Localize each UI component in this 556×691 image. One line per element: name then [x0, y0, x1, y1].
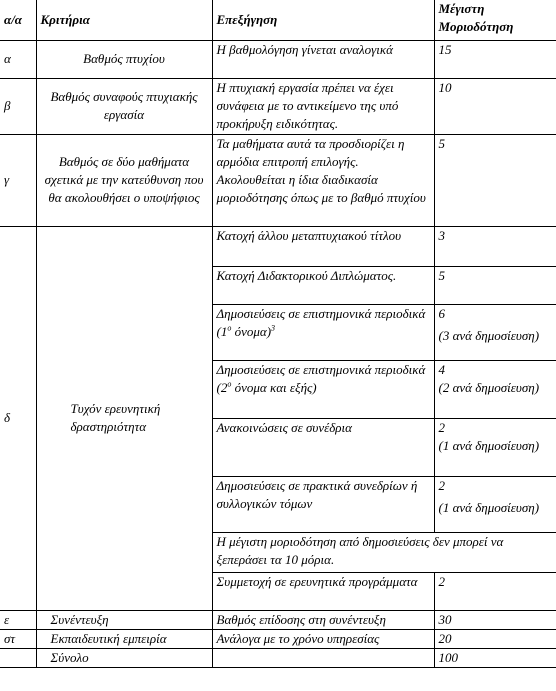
header-explanation: Επεξήγηση — [212, 0, 434, 40]
max-value: 6 — [438, 305, 445, 321]
max-note: (1 ανά δημοσίευση) — [438, 499, 540, 515]
row-explanation: Βαθμός επίδοσης στη συνέντευξη — [212, 610, 434, 629]
row-explanation — [212, 648, 434, 667]
max-note: (2 ανά δημοσίευση) — [438, 379, 540, 395]
row-explanation: Συμμετοχή σε ερευνητικά προγράμματα — [212, 572, 434, 610]
row-max — [434, 360, 556, 418]
max-value: 2 — [438, 419, 445, 435]
row-max: 15 — [434, 40, 556, 78]
row-max: 2 — [434, 572, 556, 610]
row-criterion: Συνέντευξη — [36, 610, 212, 629]
row-criterion: Βαθμός πτυχίου — [36, 40, 212, 78]
row-max — [434, 304, 556, 360]
row-aa: ε — [0, 610, 36, 629]
research-criterion-label: Τυχόν ερευνητική δραστηριότητα — [70, 401, 161, 434]
row-max: 3 — [434, 226, 556, 266]
row-explanation: Η πτυχιακή εργασία πρέπει να έχει συνάφεια με το αντικείμενο της υπό προκήρυξη ειδικότητας. — [212, 78, 434, 134]
row-explanation: Ανάλογα με το χρόνο υπηρεσίας — [212, 629, 434, 648]
row-criterion: Βαθμός συναφούς πτυχιακής εργασία — [36, 78, 212, 134]
row-max — [434, 418, 556, 476]
max-note: (3 ανά δημοσίευση) — [438, 327, 540, 343]
max-value: 4 — [438, 361, 445, 377]
row-max: 5 — [434, 266, 556, 304]
row-explanation: Κατοχή Διδακτορικού Διπλώματος. — [212, 266, 434, 304]
row-explanation: Ανακοινώσεις σε συνέδρια — [212, 418, 434, 476]
row-max — [434, 476, 556, 532]
row-aa: γ — [0, 134, 36, 226]
row-criterion: Βαθμός σε δύο μαθήματα σχετικά με την κατεύθυνση που θα ακολουθήσει ο υποψήφιος — [36, 134, 212, 226]
row-explanation: Δημοσιεύσεις σε επιστημονικά περιοδικά ($2^o$ όνομα και εξής) — [212, 360, 434, 418]
header-max: Μέγιστη Μοριοδότηση — [434, 0, 556, 40]
row-explanation: Δημοσιεύσεις σε πρακτικά συνεδρίων ή συλλογικών τόμων — [212, 476, 434, 532]
row-aa: β — [0, 78, 36, 134]
research-note: Η μέγιστη μοριοδότηση από δημοσιεύσεις δεν μπορεί να ξεπεράσει τα 10 μόρια. — [212, 532, 556, 572]
row-aa: στ — [0, 629, 36, 648]
row-criterion: Εκπαιδευτική εμπειρία — [36, 629, 212, 648]
row-explanation: Τα μαθήματα αυτά τα προσδιορίζει η αρμόδια επιτροπή επιλογής. Ακολουθείται η ίδια διαδικασία μοριοδότησης όπως με το βαθμό πτυχίου — [212, 134, 434, 226]
row-explanation: Κατοχή άλλου μεταπτυχιακού τίτλου — [212, 226, 434, 266]
row-aa: δ — [0, 226, 36, 610]
row-max: 10 — [434, 78, 556, 134]
row-max: 5 — [434, 134, 556, 226]
table-row — [0, 78, 556, 134]
row-explanation: Η βαθμολόγηση γίνεται αναλογικά — [212, 40, 434, 78]
total-label: Σύνολο — [36, 648, 212, 667]
row-max: 30 — [434, 610, 556, 629]
table-row — [0, 226, 556, 266]
row-explanation: Δημοσιεύσεις σε επιστημονικά περιοδικά ($1^o$ όνομα)$^3$ — [212, 304, 434, 360]
table-row — [0, 629, 556, 648]
table-row — [0, 134, 556, 226]
max-note: (1 ανά δημοσίευση) — [438, 437, 540, 453]
table-row — [0, 40, 556, 78]
row-criterion — [36, 226, 212, 610]
row-max: 20 — [434, 629, 556, 648]
header-aa: α/α — [0, 0, 36, 40]
header-criteria: Κριτήρια — [36, 0, 212, 40]
header-row — [0, 0, 556, 40]
max-value: 2 — [438, 477, 445, 493]
row-aa: α — [0, 40, 36, 78]
row-aa — [0, 648, 36, 667]
footnote-marker: 3 — [271, 323, 276, 333]
total-row — [0, 648, 556, 667]
total-max: 100 — [434, 648, 556, 667]
table-row — [0, 610, 556, 629]
